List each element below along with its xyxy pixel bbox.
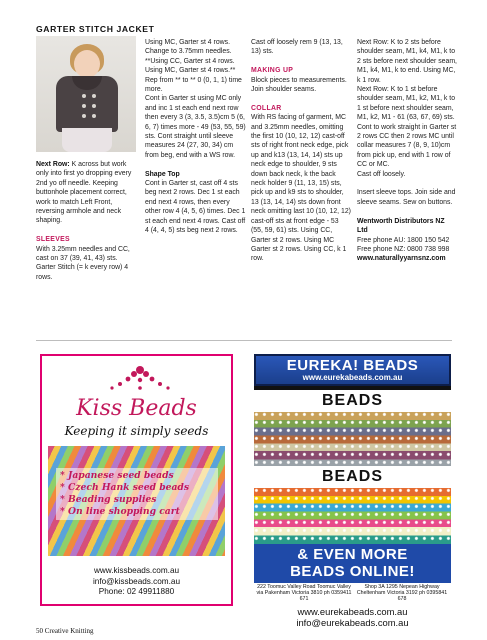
page-heading: GARTER STITCH JACKET [36, 24, 155, 34]
kiss-website-link[interactable]: www.kissbeads.com.au [93, 566, 180, 575]
col1-paragraph: Next Row: K across but work only into first yo dropping every 2nd yo off needle. Keeping buttonhole placement correct, work to match Left Front, reversing armhole and neck shaping. [36, 161, 132, 225]
making-up-heading: MAKING UP [251, 67, 294, 75]
column-2 [145, 38, 247, 236]
distributor-name: Wentworth Distributors NZ Ltd [357, 217, 445, 235]
list-item: * On line shopping cart [60, 506, 180, 517]
kiss-beads-contact [42, 566, 231, 598]
col4-p3: Cont to work straight in Garter st 2 rows CC then 2 rows MC until collar measures 7 (8, 9, 10)cm from pick up, end with 1 row of CC or MC. [357, 123, 457, 169]
eureka-website-link[interactable]: www.eurekabeads.com.au [297, 606, 408, 617]
kiss-beads-feature-list [56, 468, 218, 520]
shape-top-heading: Shape Top [145, 170, 180, 178]
eureka-email-link[interactable]: info@eurekabeads.com.au [296, 617, 409, 628]
even-more-line-2: BEADS ONLINE! [290, 563, 415, 580]
col4-p2: Next Row: K to 1 st before shoulder seam, M1, k2, M1, k to 1 st before next shoulder seam, M1, k2, M1 - 61 (63, 67, 69) sts. [357, 86, 456, 122]
page-folio: 50 Creative Knitting [36, 627, 94, 635]
eureka-beads-ad[interactable] [254, 354, 451, 606]
even-more-line-1: & EVEN MORE [297, 546, 408, 563]
phone-au: Free phone AU: 1800 150 542 [357, 236, 450, 244]
col4-p4: Cast off loosely. [357, 170, 406, 178]
list-item: * Czech Hank seed beads [60, 482, 190, 493]
sleeves-heading: SLEEVES [36, 236, 70, 244]
col2-p2: Cont in Garter st using MC only and inc 1 st each end next row then every 3 (3, 3.5, 3.5)cm 5 (6, 6, 7) times more - 49 (53, 55, 59) sts. Cont straight until sleeve measures 24 (27, 30, 34) cm from beg, end with a WS row. [145, 95, 246, 159]
phone-nz: Free phone NZ: 0800 738 998 [357, 245, 450, 253]
kiss-beads-title: Kiss Beads [76, 396, 197, 421]
eureka-header [254, 354, 451, 386]
col4-p5: Insert sleeve tops. Join side and sleeve seams. Sew on buttons. [357, 189, 456, 206]
column-4 [357, 38, 457, 264]
sleeves-text: With 3.25mm needles and CC, cast on 37 (39, 41, 43) sts. Garter Stitch (= k every row) 4 rows. [36, 245, 130, 281]
column-1 [36, 160, 138, 282]
eureka-brand: EUREKA! BEADS [286, 357, 419, 374]
col3-p1: Cast off loosely rem 9 (13, 13, 13) sts. [251, 39, 343, 56]
address-cheltenham: Shop 3A 1295 Nepean Highway Cheltenham Victoria 3192 ph 0395841 678 [356, 584, 448, 603]
section-divider [36, 340, 452, 341]
kiss-beads-tagline: Keeping it simply seeds [64, 424, 209, 438]
colour-strands-image [254, 488, 451, 544]
collar-text: With RS facing of garment, MC and 3.25mm needles, omitting the first 10 (10, 12, 12) cast-off sts of right front neck edge, pick up and k13 (13, 14, 14) sts up neck edge to shoulder, 9 sts down back neck, k the back neck holder 9 (11, 13, 15) sts, pick up and k9 sts to shoulder, 13 (13, 14, 14) sts down front neck omitting last 10 (10, 12, 12) cast-off sts at front edge - 53 (55, 59, 61) sts. Using CC, Garter st 2 rows. Using MC Garter st 2 rows. Using CC, k 1 row. [251, 114, 351, 263]
even-more-banner [254, 544, 451, 584]
eureka-url[interactable]: www.eurekabeads.com.au [302, 373, 403, 382]
flower-ornament-icon [96, 362, 184, 398]
making-up-text: Block pieces to measurements. Join shoulder seams. [251, 76, 347, 94]
toddler-jacket-photo [36, 36, 136, 152]
beads-band-2: BEADS [254, 466, 451, 488]
list-item: * Beading supplies [60, 494, 157, 505]
col2-p3: Cont in Garter st, cast off 4 sts beg next 2 rows. Dec 1 st each end next 4 rows, then every other row 4 (4, 5, 6) times. Dec 1 st each end next 4 rows. Cast off 4 (4, 4, 5) sts beg next 2 rows. [145, 180, 246, 235]
col4-p1: Next Row: K to 2 sts before shoulder seam, M1, k4, M1, k to 2 sts before next shoulder seam, M1, k4, M1, k to end. Using MC, k 1 row. [357, 39, 457, 84]
eureka-contact [254, 606, 451, 630]
kiss-beads-ad[interactable] [40, 354, 233, 606]
eureka-addresses [254, 583, 451, 606]
col2-p1: Using MC, Garter st 4 rows. Change to 3.75mm needles. **Using CC, Garter st 4 rows. Using MC, Garter st 4 rows.** Rep from ** to ** 0 (0, 1, 1) time more. [145, 39, 242, 94]
collar-heading: COLLAR [251, 104, 282, 112]
pearl-strands-image [254, 412, 451, 468]
list-item: * Japanese seed beads [60, 470, 174, 481]
address-toomuc: 222 Toomuc Valley Road Toomuc Valley via Pakenham Victoria 3810 ph 0359411 671 [256, 584, 352, 603]
beads-band-1: BEADS [254, 390, 451, 412]
kiss-email-link[interactable]: info@kissbeads.com.au [92, 576, 181, 586]
kiss-phone: Phone: 02 49911880 [98, 587, 175, 596]
column-3 [251, 38, 351, 264]
distributor-website-link[interactable]: www.naturallyyarnsnz.com [357, 255, 446, 263]
